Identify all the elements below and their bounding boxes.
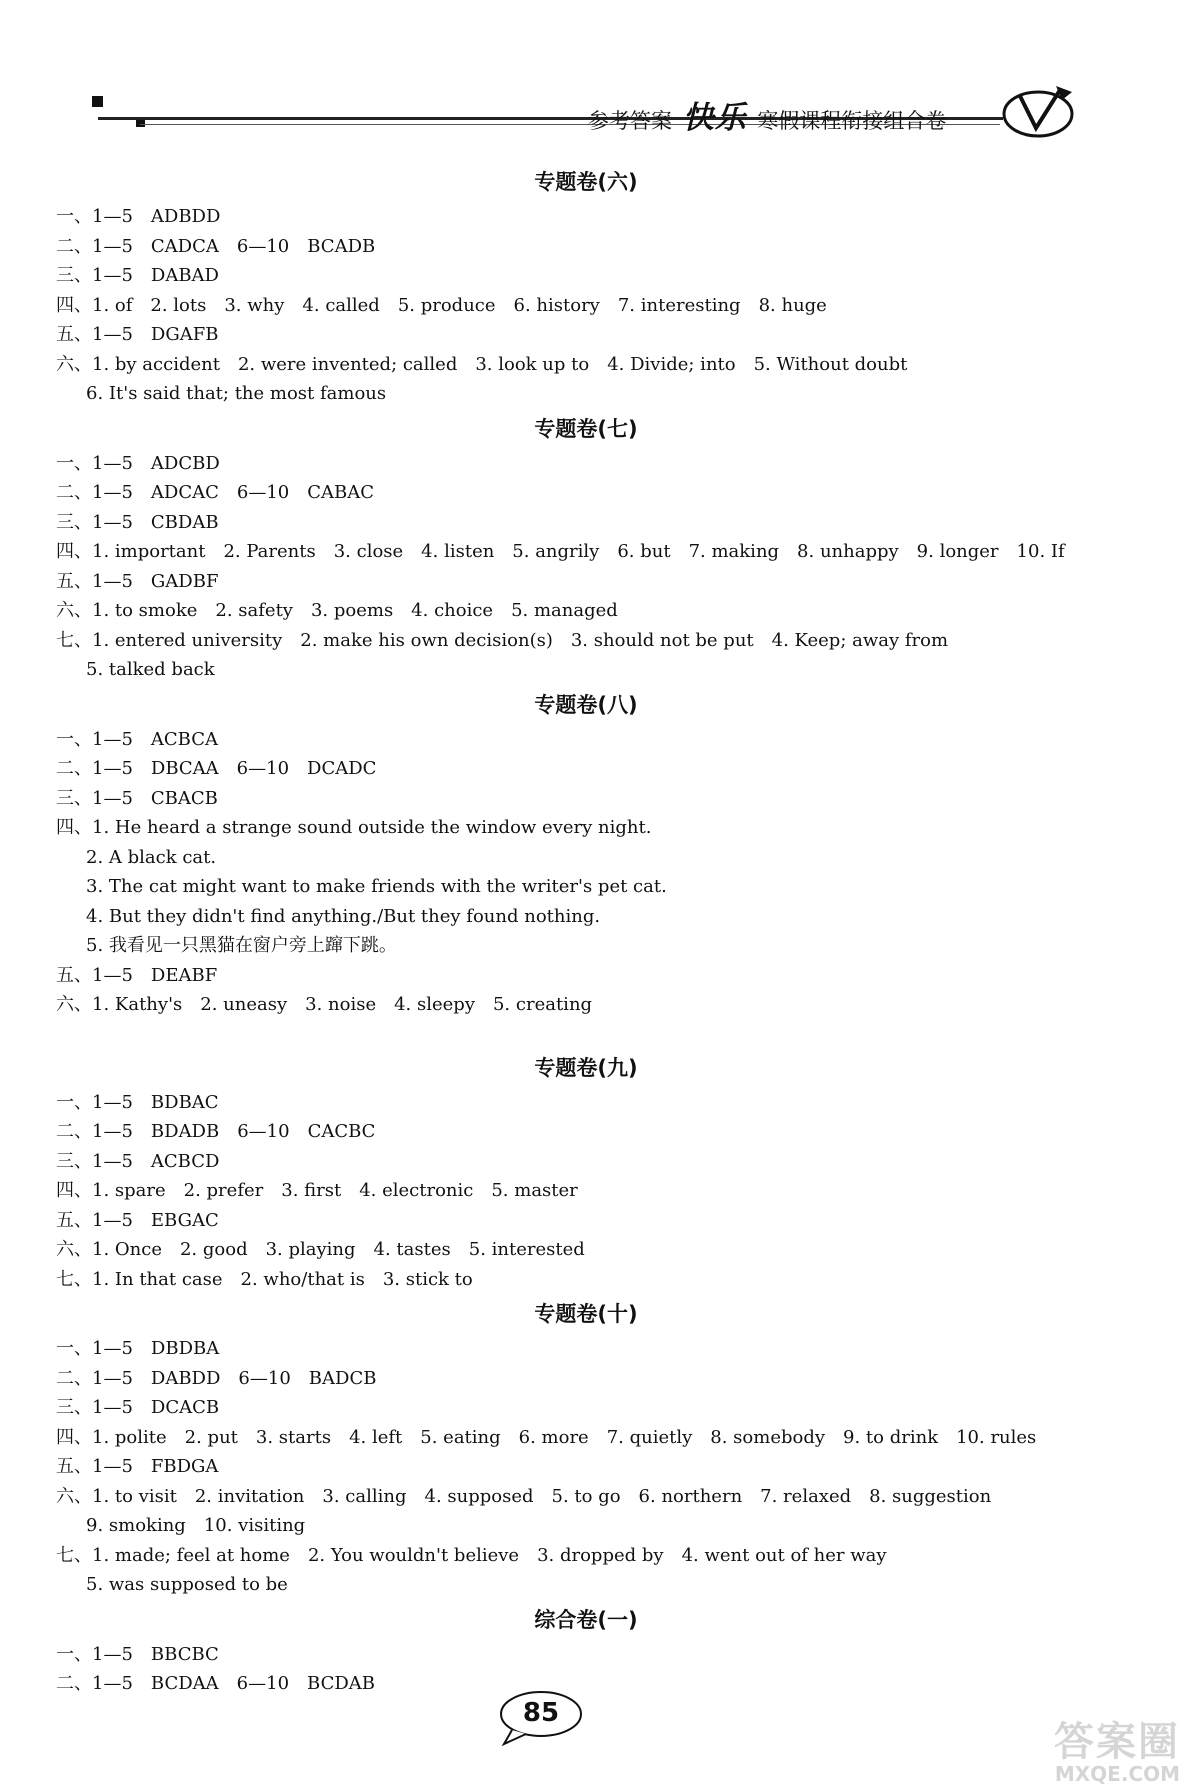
section-title: 专题卷(九)	[534, 1055, 638, 1080]
page-number-text: 85	[522, 1698, 560, 1728]
answer-line: 四、1. polite 2. put 3. starts 4. left 5. eating 6. more 7. quietly 8. somebody 9. to drink 10. rules	[56, 1426, 1037, 1448]
answer-line: 五、1—5 GADBF	[56, 570, 219, 592]
section-gap	[56, 1020, 1086, 1048]
answer-line: 一、1—5 BBCBC	[56, 1643, 219, 1665]
answer-line: 5. was supposed to be	[86, 1574, 288, 1595]
answer-line: 6. It's said that; the most famous	[86, 383, 387, 404]
answer-line: 3. The cat might want to make friends with the writer's pet cat.	[86, 876, 667, 897]
answer-line: 5. talked back	[86, 659, 215, 680]
answer-line: 四、1. spare 2. prefer 3. first 4. electronic 5. master	[56, 1180, 578, 1201]
header-title	[588, 92, 946, 137]
answer-line: 三、1—5 CBDAB	[56, 511, 219, 533]
book-logo-icon	[1000, 78, 1080, 142]
section-title: 综合卷(一)	[534, 1607, 638, 1632]
answer-line: 六、1. by accident 2. were invented; called 3. look up to 4. Divide; into 5. Without doubt	[56, 353, 908, 375]
answer-line: 二、1—5 BDADB 6—10 CACBC	[56, 1121, 376, 1142]
answer-line: 5. 我看见一只黑猫在窗户旁上蹿下跳。	[86, 935, 397, 956]
watermark-text: 答案圈	[1054, 1719, 1180, 1765]
answer-line: 2. A black cat.	[86, 846, 217, 868]
header-series: 寒假课程衔接组合卷	[757, 109, 947, 133]
answer-line: 五、1—5 DGAFB	[56, 324, 219, 345]
answer-line: 五、1—5 FBDGA	[56, 1456, 219, 1477]
answer-line: 七、1. made; feel at home 2. You wouldn't believe 3. dropped by 4. went out of her way	[56, 1544, 887, 1566]
header-square-left	[92, 96, 103, 107]
section-title: 专题卷(六)	[534, 170, 638, 194]
answer-line: 六、1. Once 2. good 3. playing 4. tastes 5. interested	[56, 1239, 585, 1260]
answer-line: 六、1. Kathy's 2. uneasy 3. noise 4. sleepy 5. creating	[56, 994, 593, 1015]
header-label: 参考答案	[588, 109, 672, 133]
answer-line: 二、1—5 DBCAA 6—10 DCADC	[56, 758, 377, 779]
answer-line: 七、1. In that case 2. who/that is 3. stick to	[56, 1268, 473, 1290]
answer-line: 一、1—5 ADCBD	[56, 452, 220, 474]
answer-line: 七、1. entered university 2. make his own decision(s) 3. should not be put 4. Keep; away from	[56, 629, 949, 651]
answer-content	[56, 162, 1086, 1699]
answer-line: 三、1—5 DABAD	[56, 265, 219, 286]
answer-line: 三、1—5 CBACB	[56, 787, 218, 809]
answer-line: 9. smoking 10. visiting	[86, 1515, 306, 1536]
answer-line: 三、1—5 ACBCD	[56, 1150, 220, 1172]
section-title: 专题卷(十)	[534, 1302, 638, 1326]
watermark-url: MXQE.COM	[1054, 1762, 1180, 1786]
answer-line: 四、1. of 2. lots 3. why 4. called 5. produce 6. history 7. interesting 8. huge	[56, 294, 827, 316]
answer-line: 一、1—5 ADBDD	[56, 206, 221, 227]
answer-line: 二、1—5 ADCAC 6—10 CABAC	[56, 482, 375, 503]
page-header	[0, 0, 1198, 160]
answer-line: 二、1—5 DABDD 6—10 BADCB	[56, 1367, 377, 1389]
section-title: 专题卷(七)	[534, 416, 638, 441]
answer-line: 4. But they didn't find anything./But they found nothing.	[86, 905, 601, 927]
answer-line: 二、1—5 CADCA 6—10 BCADB	[56, 235, 376, 257]
answer-line: 五、1—5 EBGAC	[56, 1209, 219, 1231]
answer-line: 一、1—5 ACBCA	[56, 728, 219, 750]
answer-line: 一、1—5 BDBAC	[56, 1091, 219, 1113]
section-title: 专题卷(八)	[534, 692, 638, 717]
watermark	[1000, 1710, 1190, 1788]
answer-line: 六、1. to smoke 2. safety 3. poems 4. choice 5. managed	[56, 600, 618, 621]
answer-line: 二、1—5 BCDAA 6—10 BCDAB	[56, 1673, 376, 1694]
answer-line: 三、1—5 DCACB	[56, 1397, 220, 1418]
answer-line: 五、1—5 DEABF	[56, 964, 218, 986]
answer-line: 四、1. important 2. Parents 3. close 4. listen 5. angrily 6. but 7. making 8. unhappy 9. longer 10. If	[56, 541, 1065, 562]
answer-line: 六、1. to visit 2. invitation 3. calling 4. supposed 5. to go 6. northern 7. relaxed 8. suggestion	[56, 1485, 992, 1507]
answer-line: 一、1—5 DBDBA	[56, 1338, 220, 1359]
page-number	[498, 1690, 584, 1746]
header-brand: 快乐	[682, 100, 747, 136]
answer-line: 四、1. He heard a strange sound outside the window every night.	[56, 817, 652, 838]
